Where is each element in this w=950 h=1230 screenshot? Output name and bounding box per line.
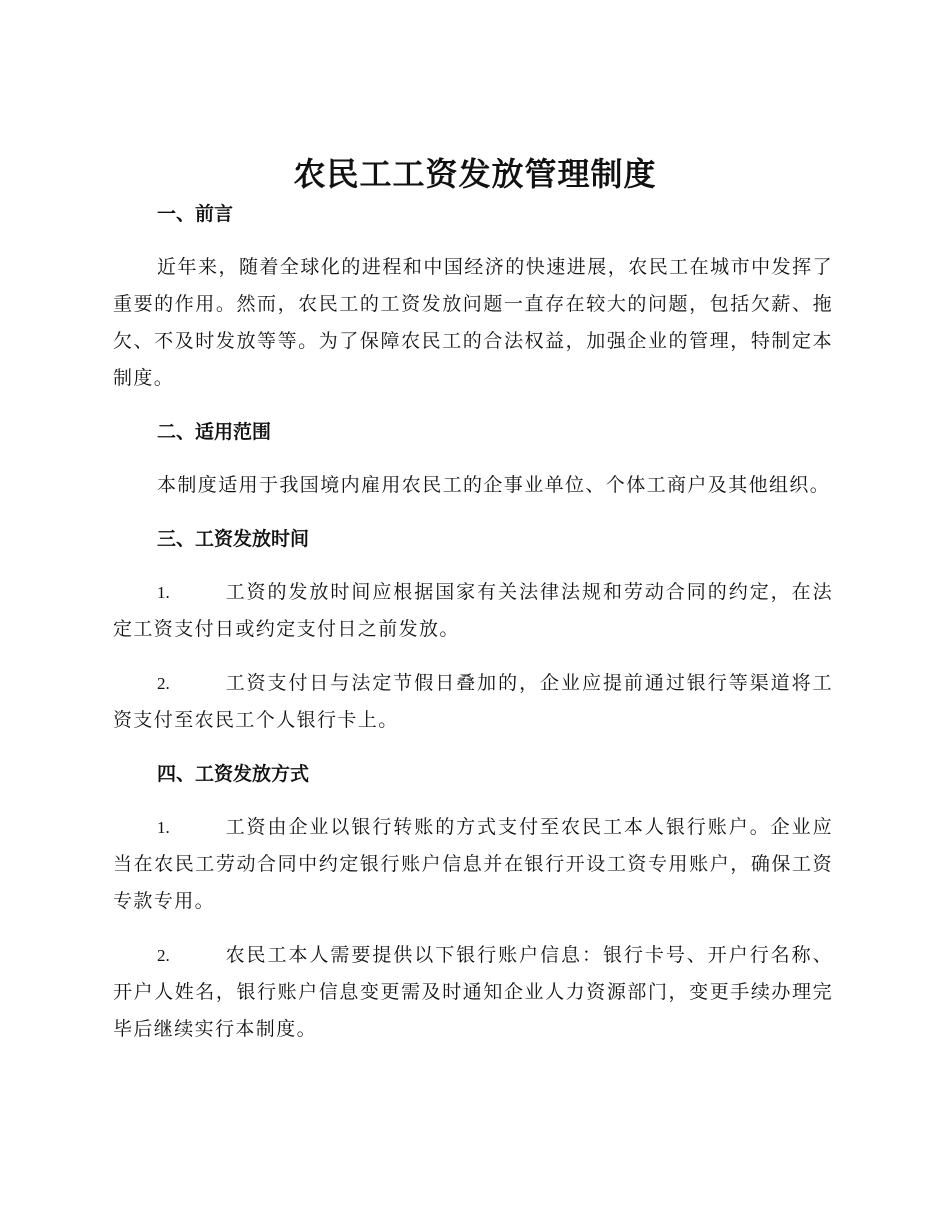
list-item-text: 工资由企业以银行转账的方式支付至农民工本人银行账户。企业应当在农民工劳动合同中约定银行账户信息并在银行开设工资专用账户，确保工资专款专用。 <box>113 816 833 912</box>
section-paragraph-scope: 本制度适用于我国境内雇用农民工的企事业单位、个体工商户及其他组织。 <box>157 474 831 496</box>
list-item <box>113 665 833 739</box>
section-heading-pay-method: 四、工资发放方式 <box>157 763 310 785</box>
list-item-text: 农民工本人需要提供以下银行账户信息：银行卡号、开户行名称、开户人姓名，银行账户信息变更需及时通知企业人力资源部门，变更手续办理完毕后继续实行本制度。 <box>113 944 833 1040</box>
section-heading-scope: 二、适用范围 <box>157 421 272 443</box>
document-title: 农民工工资发放管理制度 <box>293 155 657 193</box>
list-item <box>113 809 833 920</box>
list-item-text: 工资的发放时间应根据国家有关法律法规和劳动合同的约定，在法定工资支付日或约定支付日之前发放。 <box>113 581 833 640</box>
list-item-text: 工资支付日与法定节假日叠加的，企业应提前通过银行等渠道将工资支付至农民工个人银行卡上。 <box>113 672 833 731</box>
list-item-number: 1. <box>157 583 170 602</box>
list-item-number: 2. <box>157 946 170 965</box>
list-item <box>113 574 833 648</box>
list-item <box>113 937 833 1048</box>
section-heading-preface: 一、前言 <box>157 203 234 225</box>
section-paragraph-preface: 近年来，随着全球化的进程和中国经济的快速进展，农民工在城市中发挥了重要的作用。然而，农民工的工资发放问题一直存在较大的问题，包括欠薪、拖欠、不及时发放等等。为了保障农民工的合法权益，加强企业的管理，特制定本制度。 <box>113 256 833 389</box>
list-item-number: 2. <box>157 674 170 693</box>
section-heading-pay-time: 三、工资发放时间 <box>157 528 310 550</box>
document-body <box>113 196 833 1048</box>
list-item-number: 1. <box>157 818 170 837</box>
